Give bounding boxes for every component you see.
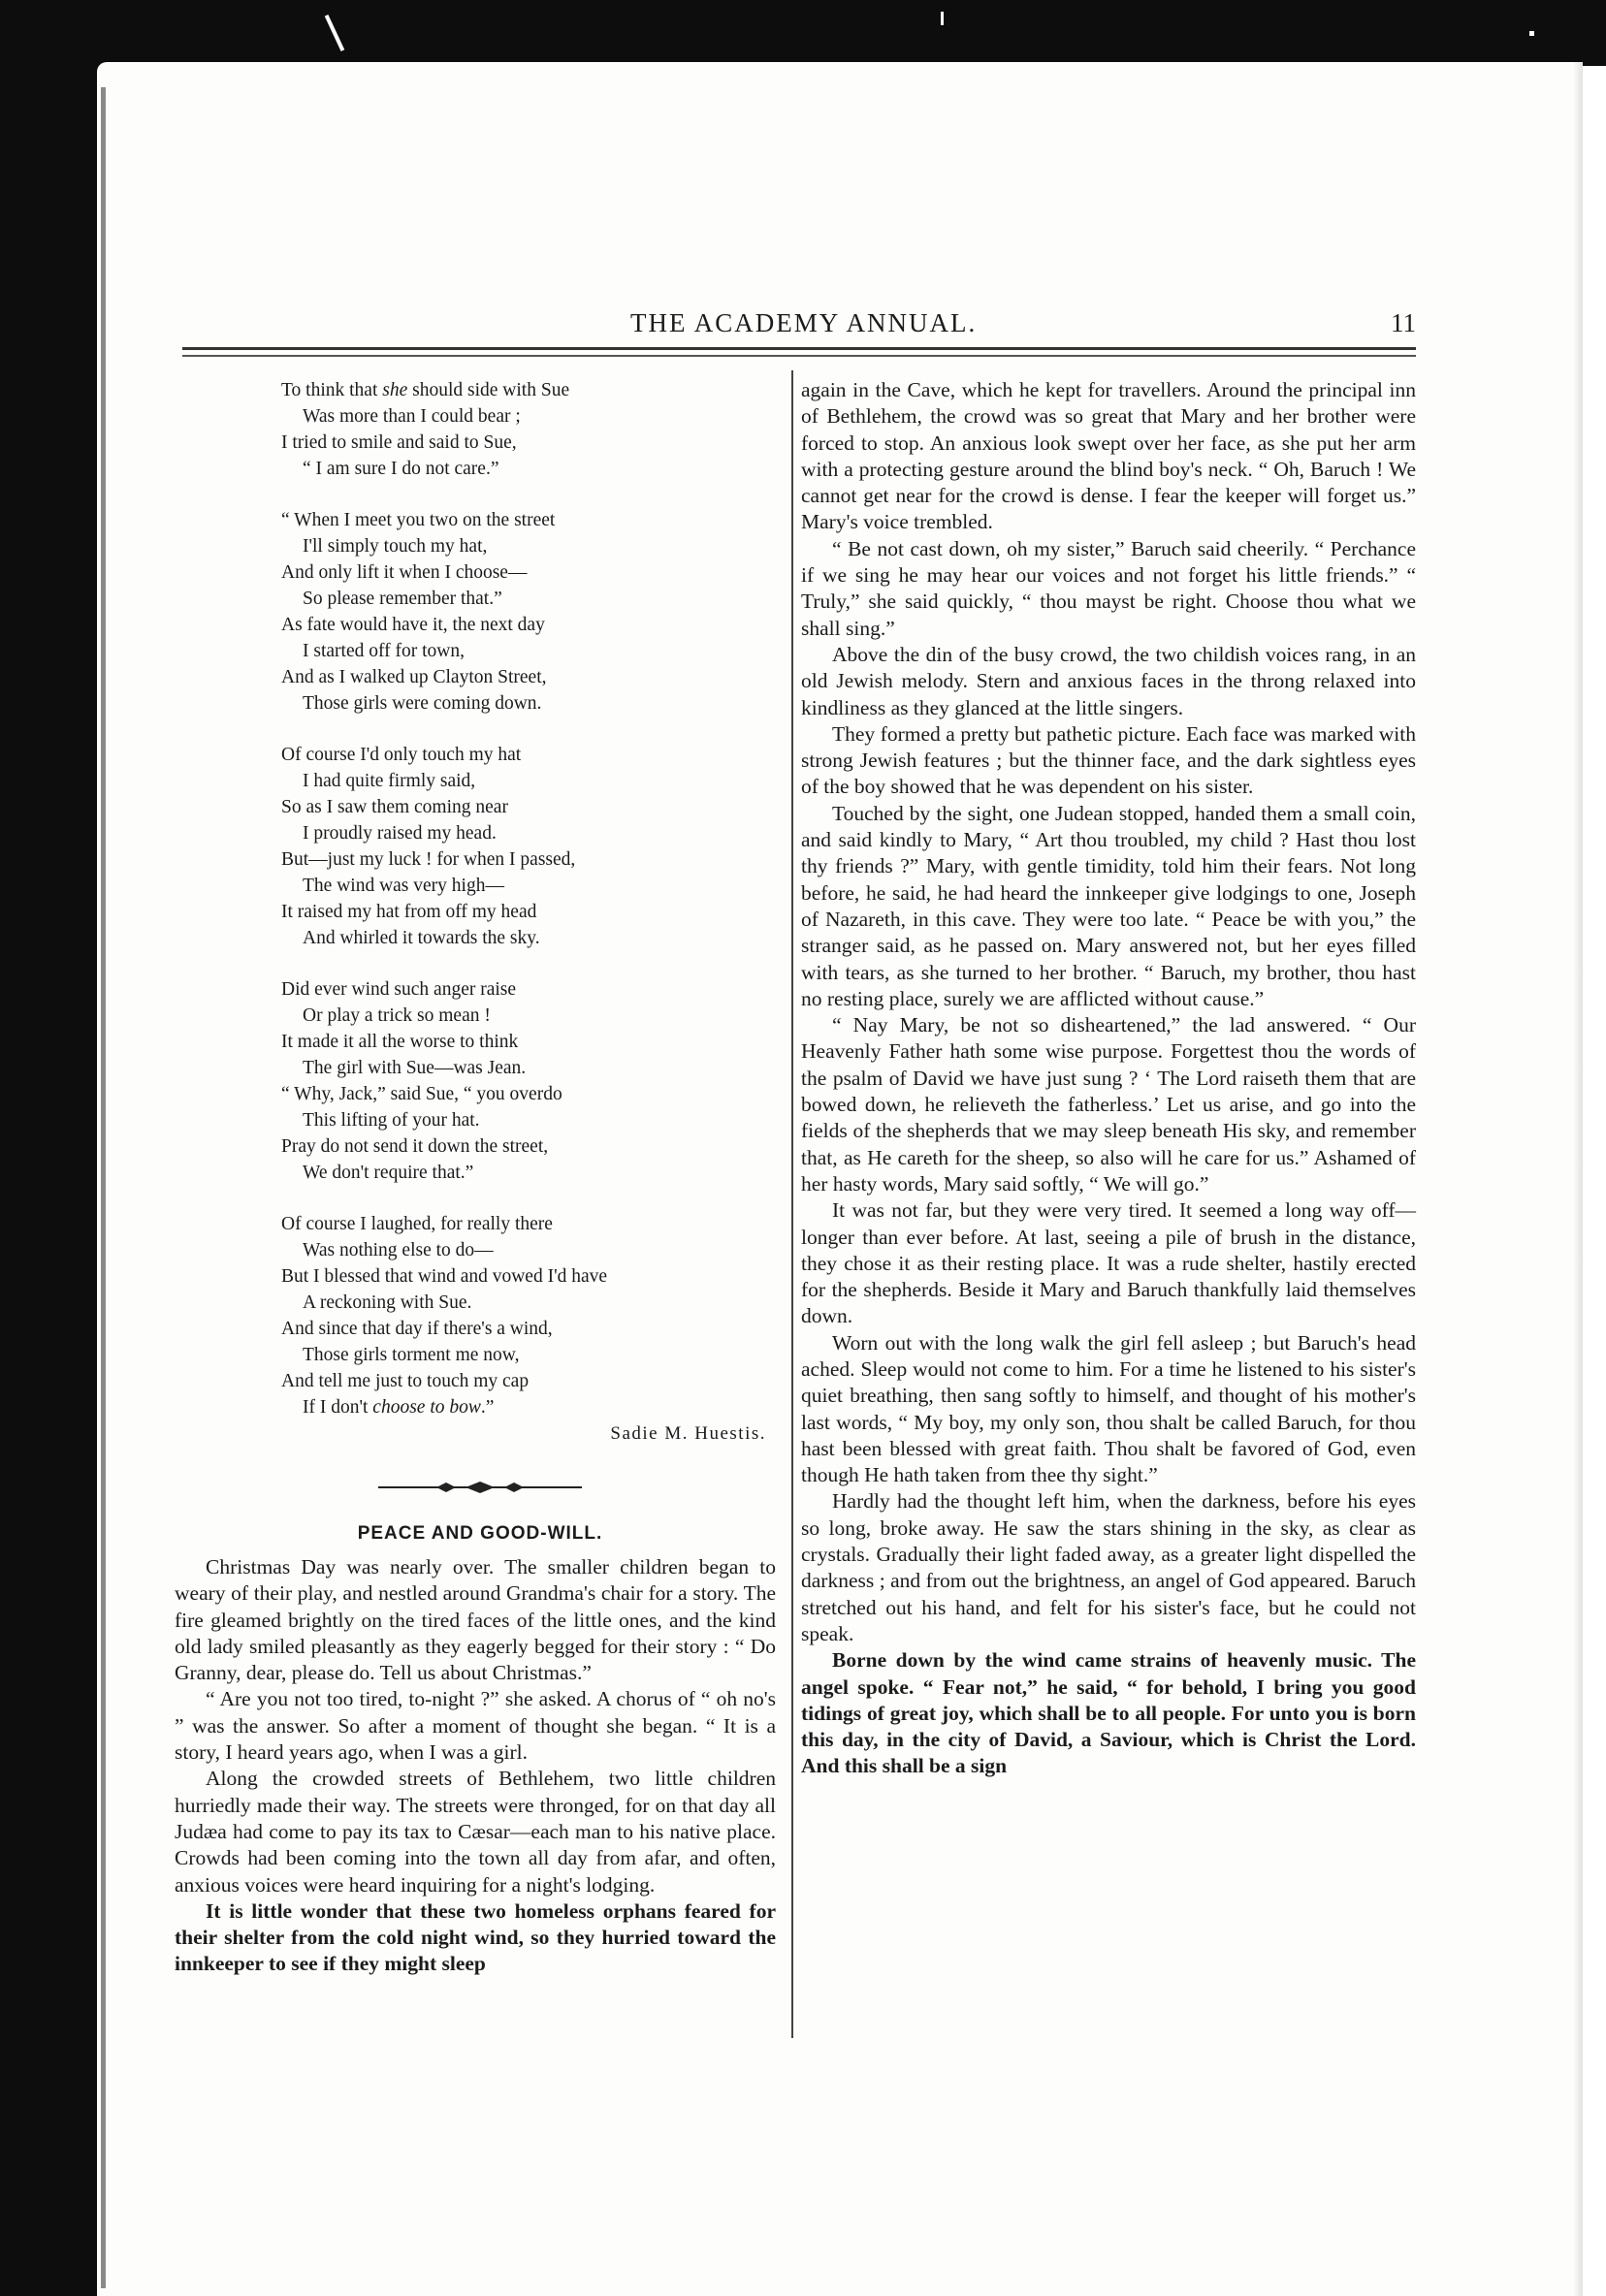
scan-speck bbox=[1529, 31, 1534, 36]
ornament-divider-icon bbox=[378, 1481, 582, 1494]
paragraph: Hardly had the thought left him, when the darkness, before his eyes so long, broke away. He saw the stars shining in the sky, as clear as crystals. Gradually their light faded away, as a greater light dispelled the darkness ; and from out the brightness, an angel of God appeared. Baruch stretched out his hand, and felt for his sister's face, but he could not speak. bbox=[801, 1489, 1416, 1645]
header-rule-thin bbox=[182, 355, 1416, 357]
column-divider bbox=[791, 370, 793, 2038]
right-column bbox=[801, 377, 1416, 1780]
poem bbox=[281, 377, 776, 1420]
paragraph: Christmas Day was nearly over. The smaller children began to weary of their play, and nestled around Grandma's chair for a story. The fire gleamed brightly on the tired faces of the little ones, and the kind old lady smiled pleasantly as they eagerly begged for their story : “ Do Granny, dear, please do. Tell us about Christmas.” bbox=[175, 1555, 776, 1685]
poem-line: And whirled it towards the sky. bbox=[303, 928, 540, 948]
poem-line: Of course I'd only touch my hat bbox=[281, 745, 522, 765]
poem-line: I tried to smile and said to Sue, bbox=[281, 432, 517, 453]
paragraph: “ Be not cast down, oh my sister,” Baruch said cheerily. “ Perchance if we sing he may hear our voices and not forget his little friends.” “ Truly,” she said quickly, “ thou mayst be right. Choose thou what we shall sing.” bbox=[801, 536, 1416, 640]
poem-stanza bbox=[281, 742, 776, 951]
poem-line: Of course I laughed, for really there bbox=[281, 1214, 553, 1234]
poem-line: I had quite firmly said, bbox=[303, 771, 476, 791]
page-number: 11 bbox=[1391, 308, 1416, 337]
paragraph: Worn out with the long walk the girl fell asleep ; but Baruch's head ached. Sleep would not come to him. For a time he listened to his sister's quiet breathing, then sang softly to himself, and thought of his mother's last words, “ My boy, my only son, thou shalt be called Baruch, for thou hast been blessed with great faith. Thou shalt be favored of God, even though He hath taken from thee thy sight.” bbox=[801, 1330, 1416, 1487]
poem-line: So please remember that.” bbox=[303, 589, 502, 609]
left-column bbox=[175, 377, 776, 1978]
paragraph: Above the din of the busy crowd, the two childish voices rang, in an old Jewish melody. Stern and anxious faces in the throng relaxed into kindliness as they glanced at the little singers. bbox=[801, 642, 1416, 719]
poem-line: It raised my hat from off my head bbox=[281, 902, 537, 922]
poem-line: If I don't choose to bow.” bbox=[303, 1397, 495, 1418]
paragraph: They formed a pretty but pathetic picture. Each face was marked with strong Jewish features ; but the thinner face, and the dark sightless eyes of the boy showed that he was dependent on his sister. bbox=[801, 721, 1416, 799]
paragraph: It was not far, but they were very tired. It seemed a long way off—longer than ever before. At last, seeing a pile of brush in the distance, they chose it as their resting place. It was a rude shelter, hastily erected for the shepherds. Beside it Mary and Baruch thankfully laid themselves down. bbox=[801, 1198, 1416, 1328]
poem-line: “ When I meet you two on the street bbox=[281, 510, 556, 530]
poem-line: And tell me just to touch my cap bbox=[281, 1371, 530, 1391]
poem-line: I'll simply touch my hat, bbox=[303, 536, 488, 557]
poem-line: I started off for town, bbox=[303, 641, 465, 661]
paragraph: “ Nay Mary, be not so disheartened,” the lad answered. “ Our Heavenly Father hath some wise purpose. Forgettest thou the words of the psalm of David we have just sung ? ‘ The Lord raiseth them that are bowed down, he relieveth the fatherless.’ Let us arise, and go into the fields of the shepherds that we may sleep beneath His sky, and remember that, as He careth for the sheep, so also will he care for us.” Ashamed of her hasty words, Mary said softly, “ We will go.” bbox=[801, 1013, 1416, 1196]
poem-line: As fate would have it, the next day bbox=[281, 615, 545, 635]
paragraph: “ Are you not too tired, to-night ?” she asked. A chorus of “ oh no's ” was the answer. So after a moment of thought she began. “ It is a story, I heard years ago, when I was a girl. bbox=[175, 1687, 776, 1765]
paragraph: Borne down by the wind came strains of heavenly music. The angel spoke. “ Fear not,” he said, “ for behold, I bring you good tidings of great joy, which shall be to all people. For unto you is born this day, in the city of David, a Saviour, which is Christ the Lord. And this shall be a sign bbox=[801, 1648, 1416, 1778]
poem-line: And as I walked up Clayton Street, bbox=[281, 667, 547, 687]
poem-line: It made it all the worse to think bbox=[281, 1032, 519, 1052]
scan-speck bbox=[941, 12, 944, 25]
scan-top-edge bbox=[0, 0, 1606, 66]
paragraph: again in the Cave, which he kept for travellers. Around the principal inn of Bethlehem, the crowd was so great that Mary and her brother were forced to stop. An anxious look swept over her face, as she put her arm with a protecting gesture around the blind boy's neck. “ Oh, Baruch ! We cannot get near for the crowd is dense. I fear the keeper will forget us.” Mary's voice trembled. bbox=[801, 378, 1416, 534]
page-edge-shadow bbox=[1573, 62, 1583, 2296]
poem-line: I proudly raised my head. bbox=[303, 823, 497, 844]
poem-line: And only lift it when I choose— bbox=[281, 562, 528, 583]
running-header bbox=[184, 308, 1416, 347]
paragraph: Along the crowded streets of Bethlehem, two little children hurriedly made their way. The streets were thronged, for on that day all Judæa had come to pay its tax to Cæsar—each man to his native place. Crowds had been coming into the town all day from afar, and often, anxious voices were heard inquiring for a night's lodging. bbox=[175, 1767, 776, 1897]
poem-line: “ Why, Jack,” said Sue, “ you overdo bbox=[281, 1084, 562, 1104]
poem-line: And since that day if there's a wind, bbox=[281, 1319, 553, 1339]
poem-stanza bbox=[281, 1211, 776, 1420]
poem-line: The wind was very high— bbox=[303, 876, 504, 896]
poem-line: To think that she should side with Sue bbox=[281, 380, 570, 400]
poem-stanza bbox=[281, 377, 776, 482]
poem-signature: Sadie M. Huestis. bbox=[610, 1423, 766, 1444]
poem-line: So as I saw them coming near bbox=[281, 797, 508, 817]
journal-title: THE ACADEMY ANNUAL. bbox=[630, 308, 978, 337]
poem-line: Or play a trick so mean ! bbox=[303, 1005, 491, 1026]
poem-stanza bbox=[281, 507, 776, 717]
poem-line: Those girls were coming down. bbox=[303, 693, 542, 714]
poem-line: The girl with Sue—was Jean. bbox=[303, 1058, 527, 1078]
story-left-text bbox=[175, 1554, 776, 1978]
paragraph: Touched by the sight, one Judean stopped, handed them a small coin, and said kindly to Mary, “ Art thou troubled, my child ? Hast thou lost thy friends ?” Mary, with gentle timidity, told him their fears. Not long before, he said, he had heard the innkeeper give lodgings to one, Joseph of Nazareth, in this cave. They were too late. “ Peace be with you,” the stranger said, as he passed on. Mary answered not, but her eyes filled with tears, as she turned to her brother. “ Baruch, my brother, thou hast no resting place, surely we are afflicted without cause.” bbox=[801, 801, 1416, 1010]
story-right-text bbox=[801, 377, 1416, 1780]
page-gutter-line bbox=[101, 87, 106, 2288]
poem-line: Was more than I could bear ; bbox=[303, 406, 521, 427]
poem-line: “ I am sure I do not care.” bbox=[303, 459, 499, 479]
poem-line: This lifting of your hat. bbox=[303, 1110, 480, 1131]
poem-line: Did ever wind such anger raise bbox=[281, 979, 517, 1000]
poem-line: We don't require that.” bbox=[303, 1163, 474, 1183]
poem-stanza bbox=[281, 976, 776, 1186]
paragraph: It is little wonder that these two homeless orphans feared for their shelter from the cold night wind, so they hurried toward the innkeeper to see if they might sleep bbox=[175, 1898, 776, 1976]
poem-line: But I blessed that wind and vowed I'd have bbox=[281, 1266, 608, 1287]
header-rule-thick bbox=[182, 347, 1416, 350]
poem-line: But—just my luck ! for when I passed, bbox=[281, 849, 576, 870]
poem-line: Was nothing else to do— bbox=[303, 1240, 494, 1260]
poem-line: Pray do not send it down the street, bbox=[281, 1136, 549, 1157]
story-heading: PEACE AND GOOD-WILL. bbox=[357, 1523, 603, 1544]
poem-line: A reckoning with Sue. bbox=[303, 1292, 472, 1313]
scan-left-edge bbox=[0, 0, 105, 2296]
poem-line: Those girls torment me now, bbox=[303, 1345, 520, 1365]
